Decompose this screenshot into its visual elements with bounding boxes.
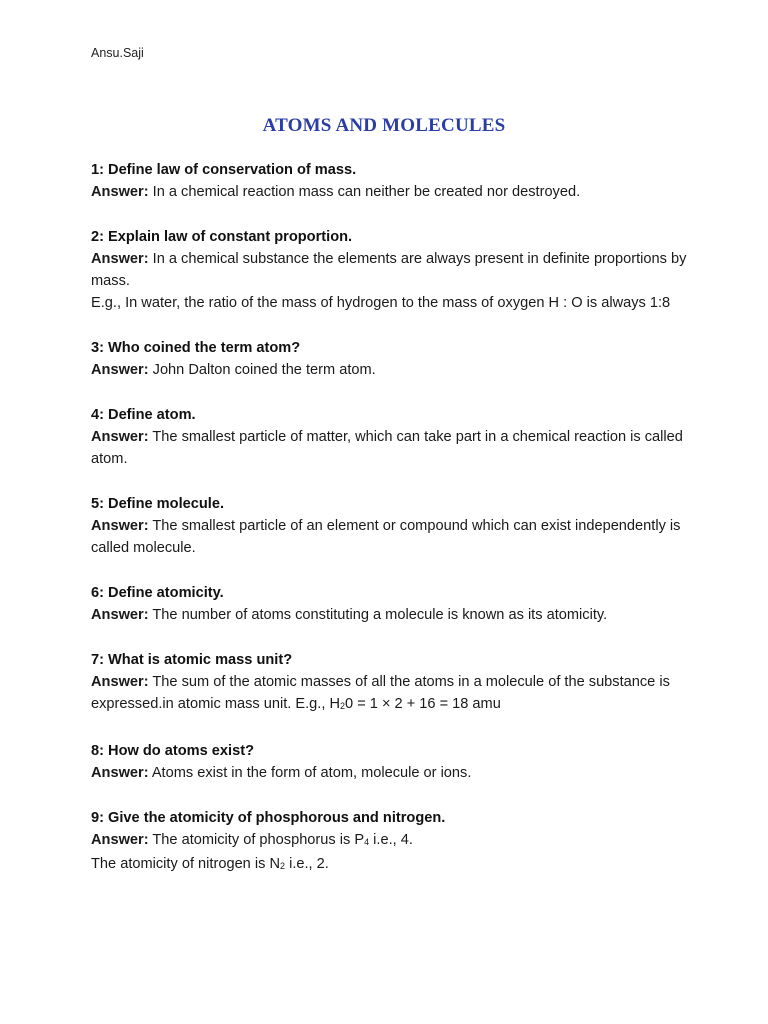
answer-text-continued: i.e., 4. [369, 832, 413, 848]
answer-3 [91, 359, 691, 381]
answer-text: The number of atoms constituting a molecule is known as its atomicity. [152, 607, 608, 623]
answer-text: John Dalton coined the term atom. [152, 362, 376, 378]
question-7: 7: What is atomic mass unit? [91, 652, 293, 668]
question-2: 2: Explain law of constant proportion. [91, 229, 353, 245]
qa-list [91, 159, 691, 900]
answer-label: Answer: [91, 251, 149, 267]
answer-text: The smallest particle of an element or compound which can exist independently is called molecule. [91, 518, 681, 556]
answer-label: Answer: [91, 184, 149, 200]
answer-9 [91, 829, 691, 853]
question-8: 8: How do atoms exist? [91, 743, 254, 759]
answer-text: The atomicity of phosphorus is P [152, 832, 365, 848]
answer-text-continued: 0 = 1 × 2 + 16 = 18 amu [345, 696, 501, 712]
question-5: 5: Define molecule. [91, 496, 225, 512]
answer-label: Answer: [91, 362, 149, 378]
answer-8 [91, 762, 691, 784]
qa-item-6 [91, 582, 691, 626]
answer-label: Answer: [91, 832, 149, 848]
answer-text: The sum of the atomic masses of all the atoms in a molecule of the substance is expressed.in atomic mass unit. E.g., H [91, 674, 670, 712]
subscript: 4 [364, 837, 370, 847]
question-4: 4: Define atom. [91, 407, 196, 423]
question-1: 1: Define law of conservation of mass. [91, 162, 357, 178]
question-3: 3: Who coined the term atom? [91, 340, 301, 356]
answer-text: Atoms exist in the form of atom, molecule or ions. [151, 765, 472, 781]
qa-item-9 [91, 807, 691, 877]
answer-label: Answer: [91, 607, 149, 623]
answer-text: In a chemical reaction mass can neither be created nor destroyed. [152, 184, 581, 200]
answer-7 [91, 671, 691, 717]
answer-label: Answer: [91, 674, 149, 690]
answer-text: The smallest particle of matter, which can take part in a chemical reaction is called atom. [91, 429, 683, 467]
answer-6 [91, 604, 691, 626]
answer-5 [91, 515, 691, 559]
qa-item-5 [91, 493, 691, 559]
qa-item-3 [91, 337, 691, 381]
qa-item-2 [91, 226, 691, 314]
subscript: 2 [280, 861, 286, 871]
qa-item-7 [91, 649, 691, 717]
subscript: 2 [340, 701, 346, 711]
author-name: Ansu.Saji [91, 46, 144, 60]
answer-label: Answer: [91, 518, 149, 534]
extra-text-continued: i.e., 2. [285, 856, 329, 872]
qa-item-4 [91, 404, 691, 470]
answer-2 [91, 248, 691, 292]
extra-text: The atomicity of nitrogen is N [91, 856, 280, 872]
answer-1 [91, 181, 691, 203]
document-title: ATOMS AND MOLECULES [262, 115, 506, 136]
question-9: 9: Give the atomicity of phosphorous and nitrogen. [91, 810, 446, 826]
qa-item-8 [91, 740, 691, 784]
answer-label: Answer: [91, 765, 149, 781]
answer-4 [91, 426, 691, 470]
answer-label: Answer: [91, 429, 149, 445]
answer-text: In a chemical substance the elements are always present in definite proportions by mass. [91, 251, 687, 289]
qa-item-1 [91, 159, 691, 203]
nitrogen-atomicity-text [91, 853, 691, 877]
example-text: E.g., In water, the ratio of the mass of hydrogen to the mass of oxygen H : O is always 1:8 [91, 295, 671, 311]
question-6: 6: Define atomicity. [91, 585, 224, 601]
